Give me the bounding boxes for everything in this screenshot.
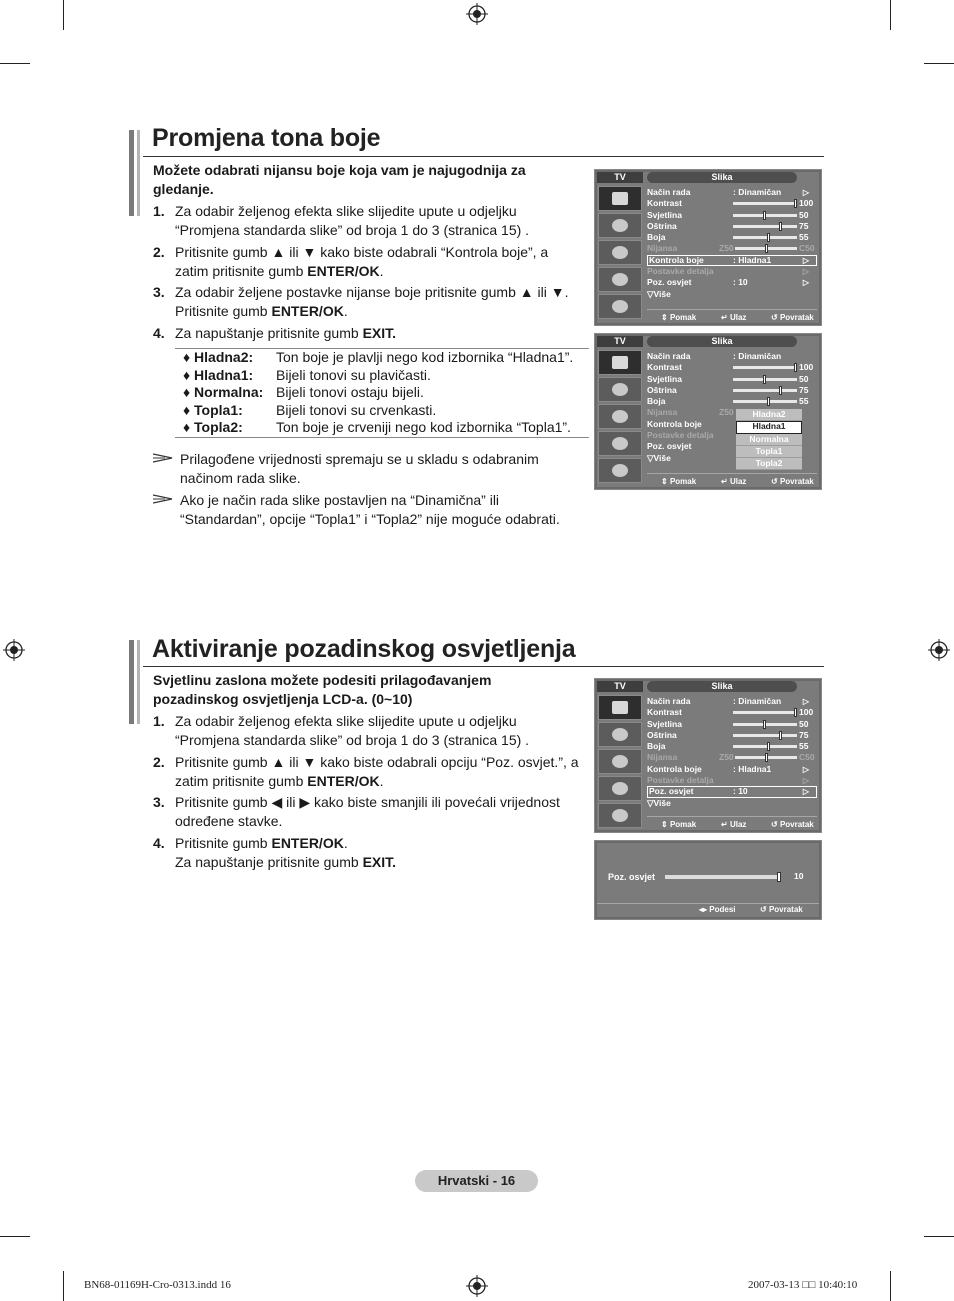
channel-icon xyxy=(598,240,642,265)
page-number: Hrvatski - 16 xyxy=(415,1170,538,1192)
section-title: Aktiviranje pozadinskog osvjetljenja xyxy=(152,635,576,663)
picture-icon xyxy=(598,186,642,211)
menu-tab: Slika xyxy=(647,681,797,692)
slider-track xyxy=(665,875,781,879)
step-text: Za odabir željenog efekta slike slijedite upute u odjeljku “Promjena standarda slike” od broja 1 do 3 (stranica 15) . xyxy=(175,203,530,238)
crop-mark xyxy=(63,0,64,30)
menu-icon-column xyxy=(598,695,642,830)
input-icon xyxy=(598,458,642,483)
tv-label: TV xyxy=(597,172,643,183)
setup-icon xyxy=(598,267,642,292)
color-tone-dropdown xyxy=(736,409,802,470)
menu-footer: ↺ Povratak xyxy=(760,905,803,914)
color-tone-table xyxy=(175,348,589,438)
dropdown-option: Topla2 xyxy=(736,458,802,470)
section-rule xyxy=(143,156,824,157)
dropdown-option: Hladna1 xyxy=(736,421,802,433)
print-slug-left: BN68-01169H-Cro-0313.indd 16 xyxy=(84,1279,231,1291)
registration-mark-icon xyxy=(928,639,950,661)
slider-label: Poz. osvjet xyxy=(608,872,656,882)
step-text: Pritisnite gumb ▲ ili ▼ kako biste odabrali “Kontrola boje”, a zatim pritisnite gumb ENTER/OK. xyxy=(175,244,549,279)
crop-mark xyxy=(924,63,954,64)
crop-mark xyxy=(890,1271,891,1301)
section-rule xyxy=(143,666,824,667)
crop-mark xyxy=(890,0,891,30)
menu-footer: ⇕ Pomak ↵ Ulaz ↺ Povratak xyxy=(661,820,814,829)
step-text: Za napuštanje pritisnite gumb EXIT. xyxy=(175,325,397,341)
menu-icon-column xyxy=(598,186,642,321)
table-row: ♦ Topla1: Bijeli tonovi su crvenkasti. xyxy=(183,401,437,418)
picture-icon xyxy=(598,695,642,720)
crop-mark xyxy=(0,63,30,64)
note-text: Prilagođene vrijednosti spremaju se u skladu s odabranim načinom rada slike. xyxy=(180,451,539,486)
table-row: ♦ Topla2: Ton boje je crveniji nego kod izbornika “Topla1”. xyxy=(183,419,571,435)
sound-icon xyxy=(598,722,642,747)
dropdown-option: Hladna2 xyxy=(736,409,802,421)
tv-menu-screenshot: TV Slika Način rada : Dinamičan ▷ Kontrast 100 Svjetlina 50 Oštrina 75 Boja 55 Nijansa Z50 C50 Kontrola boje : Hladna1 ▷ Postavke detalja ▷ Poz. osvjet : 10 ▷ ▽Više ⇕ Pomak ↵ Ulaz ↺ Povratak xyxy=(594,678,822,833)
section-accent-bar xyxy=(137,640,140,724)
backlight-slider-screenshot xyxy=(594,840,822,920)
step-text: Za odabir željene postavke nijanse boje pritisnite gumb ▲ ili ▼. Pritisnite gumb ENTER/OK. xyxy=(175,284,569,319)
input-icon xyxy=(598,294,642,319)
channel-icon xyxy=(598,404,642,429)
menu-tab: Slika xyxy=(647,336,797,347)
slider-value: 10 xyxy=(794,871,804,881)
menu-tab: Slika xyxy=(647,172,797,183)
table-row: ♦ Normalna: Bijeli tonovi ostaju bijeli. xyxy=(183,384,424,400)
step-number: 4. xyxy=(153,325,165,341)
crop-mark xyxy=(0,1236,30,1237)
section-title: Promjena tona boje xyxy=(152,124,381,152)
menu-footer: ⇕ Pomak ↵ Ulaz ↺ Povratak xyxy=(661,477,814,486)
sound-icon xyxy=(598,377,642,402)
dropdown-option: Topla1 xyxy=(736,446,802,458)
registration-mark-icon xyxy=(466,3,488,25)
setup-icon xyxy=(598,776,642,801)
tv-menu-screenshot: TV Slika Način rada : Dinamičan Kontrast 100 Svjetlina 50 Oštrina 75 Boja 55 Nijansa Z50 Kontrola boje Postavke detalja Poz. osvjet ▽Više Hladna2 Hladna1 Normalna Topla1 Topla2 ⇕ Pomak ↵ Ulaz ↺ Povratak xyxy=(594,333,822,490)
registration-mark-icon xyxy=(3,639,25,661)
section-accent-bar xyxy=(129,130,134,216)
registration-mark-icon xyxy=(466,1275,488,1297)
section-accent-bar xyxy=(137,130,140,216)
dropdown-option: Normalna xyxy=(736,434,802,446)
print-slug-right: 2007-03-13 □□ 10:40:10 xyxy=(748,1279,858,1291)
step-number: 1. xyxy=(153,203,165,219)
tv-label: TV xyxy=(597,681,643,692)
note-arrow-icon xyxy=(153,453,173,463)
setup-icon xyxy=(598,431,642,456)
table-row: ♦ Hladna2: Ton boje je plavlji nego kod izbornika “Hladna1”. xyxy=(183,349,574,365)
section-intro: Svjetlinu zaslona možete podesiti prilagođavanjem pozadinskog osvjetljenja LCD-a. (0~10) xyxy=(153,672,492,707)
table-row: ♦ Hladna1: Bijeli tonovi su plavičasti. xyxy=(183,366,431,383)
picture-icon xyxy=(598,350,642,375)
menu-footer: ◂▸ Podesi xyxy=(699,905,736,914)
menu-footer: ⇕ Pomak ↵ Ulaz ↺ Povratak xyxy=(661,313,814,322)
tv-label: TV xyxy=(597,336,643,347)
menu-icon-column xyxy=(598,350,642,485)
tv-menu-screenshot: TV Slika Način rada : Dinamičan ▷ Kontrast 100 Svjetlina 50 Oštrina 75 Boja 55 Nijansa Z50 C50 Kontrola boje : Hladna1 ▷ Postavke detalja ▷ Poz. osvjet : 10 ▷ ▽Više ⇕ Pomak ↵ Ulaz ↺ Povratak xyxy=(594,169,822,326)
section-accent-bar xyxy=(129,640,134,724)
sound-icon xyxy=(598,213,642,238)
step-number: 2. xyxy=(153,244,165,260)
crop-mark xyxy=(924,1236,954,1237)
note-arrow-icon xyxy=(153,494,173,504)
slider-knob xyxy=(777,872,781,882)
channel-icon xyxy=(598,749,642,774)
section-intro: Možete odabrati nijansu boje koja vam je najugodnija za gledanje. xyxy=(153,162,526,197)
note-text: Ako je način rada slike postavljen na “Dinamična” ili “Standardan”, opcije “Topla1” i “Topla2” nije moguće odabrati. xyxy=(180,492,560,527)
crop-mark xyxy=(63,1271,64,1301)
step-number: 3. xyxy=(153,284,165,300)
input-icon xyxy=(598,803,642,828)
